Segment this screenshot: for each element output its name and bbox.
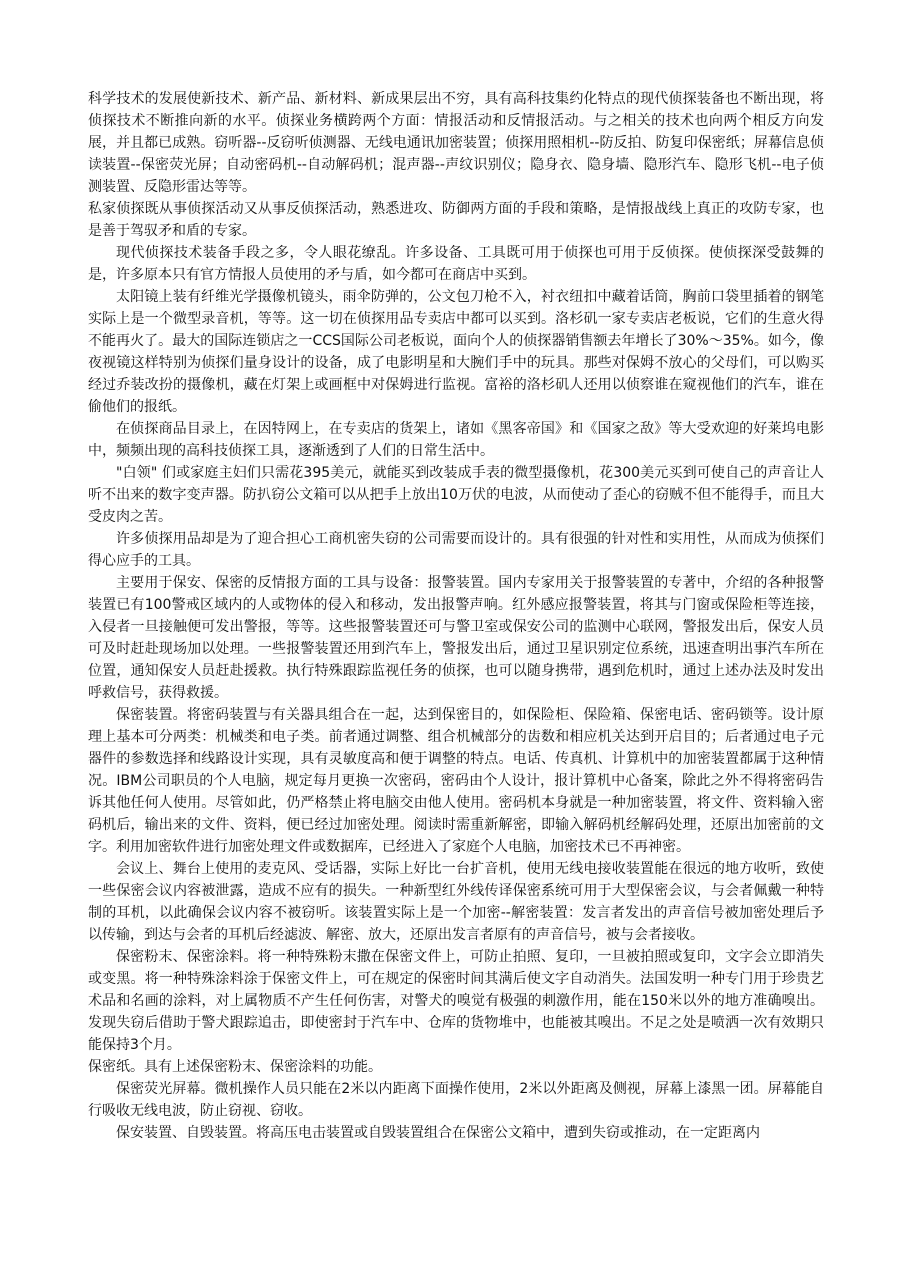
paragraph: 科学技术的发展使新技术、新产品、新材料、新成果层出不穷，具有高科技集约化特点的现代侦探装备也不断出现，将侦探技术不断推向新的水平。侦探业务横跨两个方面：情报活动和反情报活动。与之相关的技术也向两个相反方向发展，并且都已成熟。窃听器--反窃听侦测器、无线电通讯加密装置；侦探用照相机--防反拍、防复印保密纸；屏幕信息侦读装置--保密荧光屏；自动密码机--自动解码机；混声器--声纹识别仪；隐身衣、隐身墙、隐形汽车、隐形飞机--电子侦测装置、反隐形雷达等等。 xyxy=(88,91,824,195)
paragraph: 保密粉末、保密涂料。将一种特殊粉末撒在保密文件上，可防止拍照、复印，一旦被拍照或复印，文字会立即消失或变黑。将一种特殊涂料涂于保密文件上，可在规定的保密时间其满后使文字自动消失。法国发明一种专门用于珍贵艺术品和名画的涂料，对上属物质不产生任何伤害，对警犬的嗅觉有极强的刺激作用，能在150米以外的地方准确嗅出。发现失窃后借助于警犬跟踪追击，即使密封于汽车中、仓库的货物堆中，也能被其嗅出。不足之处是喷洒一次有效期只能保持3个月。 xyxy=(88,949,824,1053)
paragraph: "白领" 们或家庭主妇们只需花395美元，就能买到改装成手表的微型摄像机，花300美元买到可使自己的声音让人听不出来的数字变声器。防扒窃公文箱可以从把手上放出10万伏的电波，从而使动了歪心的窃贼不但不能得手，而且大受皮肉之苦。 xyxy=(88,465,824,525)
paragraph: 会议上、舞台上使用的麦克风、受话器，实际上好比一台扩音机，使用无线电接收装置能在很远的地方收听，致使一些保密会议内容被泄露，造成不应有的损失。一种新型红外线传译保密系统可用于大型保密会议，与会者佩戴一种特制的耳机，以此确保会议内容不被窃听。该装置实际上是一个加密--解密装置：发言者发出的声音信号被加密处理后予以传输，到达与会者的耳机后经滤波、解密、放大，还原出发言者原有的声音信号，被与会者接收。 xyxy=(88,861,824,943)
paragraph: 太阳镜上装有纤维光学摄像机镜头，雨伞防弹的，公文包刀枪不入，衬衣纽扣中藏着话筒，胸前口袋里插着的钢笔实际上是一个微型录音机，等等。这一切在侦探用品专卖店中都可以买到。洛杉矶一家专卖店老板说，它们的生意火得不能再火了。最大的国际连锁店之一CCS国际公司老板说，面向个人的侦探器销售额去年增长了30%～35%。如今，像夜视镜这样特别为侦探们量身设计的设备，成了电影明星和大腕们手中的玩具。那些对保姆不放心的父母们，可以购买经过乔装改扮的摄像机，藏在灯架上或画框中对保姆进行监视。富裕的洛杉矶人还用以侦察谁在窥视他们的汽车，谁在偷他们的报纸。 xyxy=(88,289,824,415)
paragraph: 保安装置、自毁装置。将高压电击装置或自毁装置组合在保密公文箱中，遭到失窃或推动，在一定距离内 xyxy=(116,1125,760,1141)
paragraph: 私家侦探既从事侦探活动又从事反侦探活动，熟悉进攻、防御两方面的手段和策略，是情报战线上真正的攻防专家，也是善于驾驭矛和盾的专家。 xyxy=(88,201,824,239)
paragraph: 在侦探商品目录上，在因特网上，在专卖店的货架上，诸如《黑客帝国》和《国家之敌》等大受欢迎的好莱坞电影中，频频出现的高科技侦探工具，逐渐透到了人们的日常生活中。 xyxy=(88,421,824,459)
paragraph: 保密装置。将密码装置与有关器具组合在一起，达到保密目的，如保险柜、保险箱、保密电话、密码锁等。设计原理上基本可分两类：机械类和电子类。前者通过调整、组合机械部分的齿数和相应机关达到开启目的；后者通过电子元器件的参数选择和线路设计实现，具有灵敏度高和便于调整的特点。电话、传真机、计算机中的加密装置都属于这种情况。IBM公司职员的个人电脑，规定每月更换一次密码，密码由个人设计，报计算机中心备案，除此之外不得将密码告诉其他任何人使用。尽管如此，仍严格禁止将电脑交由他人使用。密码机本身就是一种加密装置，将文件、资料输入密码机后，输出来的文件、资料，便已经过加密处理。阅读时需重新解密，即输入解码机经解码处理，还原出加密前的文字。利用加密软件进行加密处理文件或数据库，已经进入了家庭个人电脑，加密技术已不再神密。 xyxy=(88,707,824,855)
paragraph: 保密纸。具有上述保密粉末、保密涂料的功能。 xyxy=(88,1059,382,1075)
paragraph: 主要用于保安、保密的反情报方面的工具与设备：报警装置。国内专家用关于报警装置的专著中，介绍的各种报警装置已有100警戒区域内的人或物体的侵入和移动，发出报警声响。红外感应报警装置，将其与门窗或保险柜等连接，入侵者一旦接触便可发出警报，等等。这些报警装置还可与警卫室或保安公司的监测中心联网，警报发出后，保安人员可及时赶赴现场加以处理。一些报警装置还用到汽车上，警报发出后，通过卫星识别定位系统，迅速查明出事汽车所在位置，通知保安人员赶赴援救。执行特殊跟踪监视任务的侦探，也可以随身携带，遇到危机时，通过上述办法及时发出呼救信号，获得救援。 xyxy=(88,575,824,701)
paragraph: 许多侦探用品却是为了迎合担心工商机密失窃的公司需要而设计的。具有很强的针对性和实用性，从而成为侦探们得心应手的工具。 xyxy=(88,531,824,569)
paragraph: 保密荧光屏幕。微机操作人员只能在2米以内距离下面操作使用，2米以外距离及侧视，屏幕上漆黑一团。屏幕能自行吸收无线电波，防止窃视、窃收。 xyxy=(88,1081,824,1119)
paragraph: 现代侦探技术装备手段之多，令人眼花缭乱。许多设备、工具既可用于侦探也可用于反侦探。使侦探深受鼓舞的是，许多原本只有官方情报人员使用的矛与盾，如今都可在商店中买到。 xyxy=(88,245,824,283)
document-body xyxy=(88,88,824,1144)
